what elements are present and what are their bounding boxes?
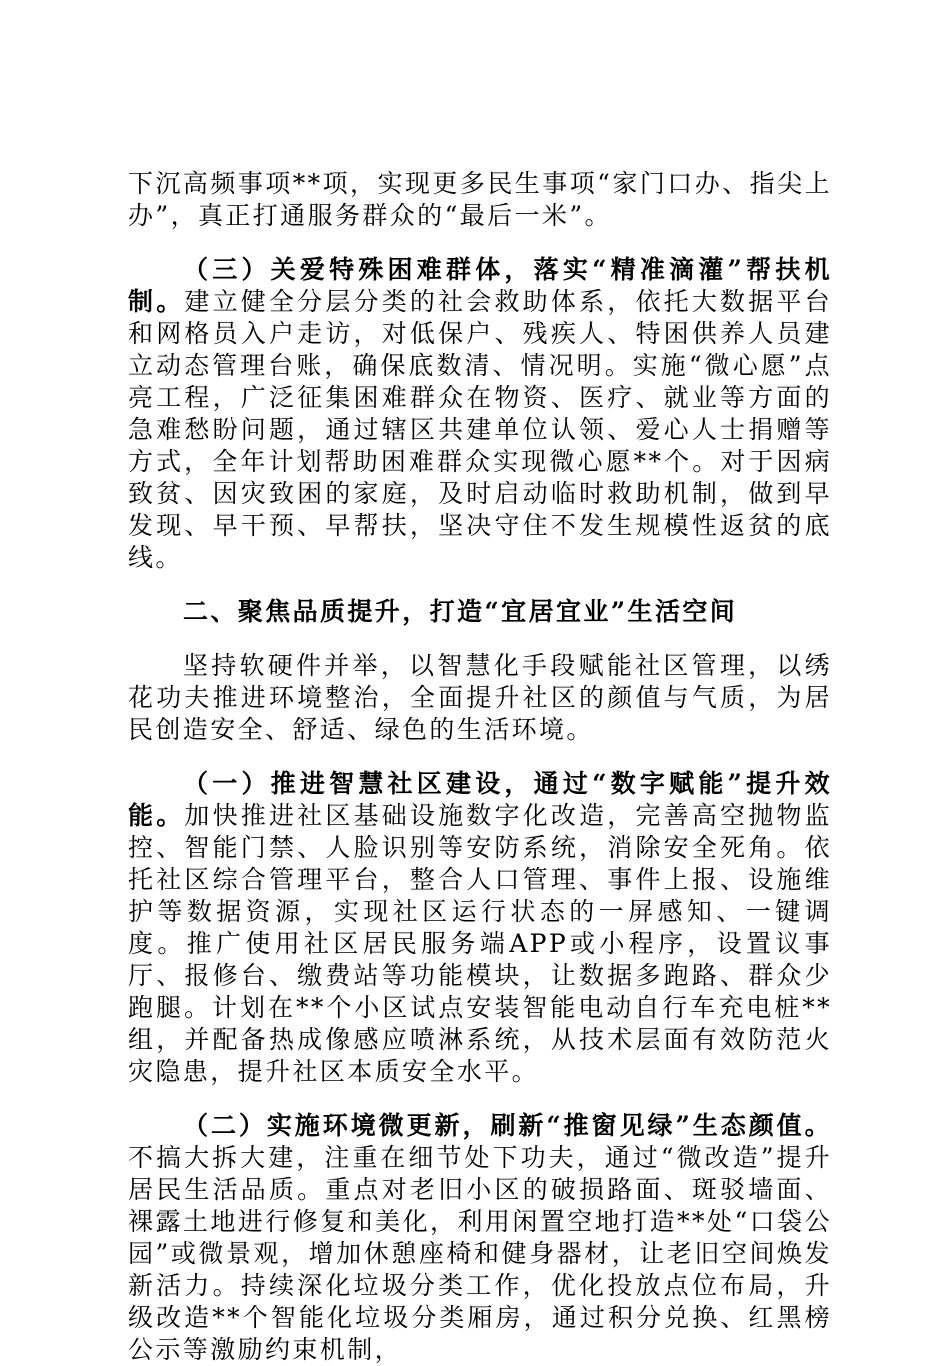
paragraph-environment-renewal xyxy=(128,1110,832,1366)
paragraph-lead-heading: （二）实施环境微更新，刷新“推窗见绿”生态颜值。 xyxy=(183,1111,832,1140)
paragraph-text: 建立健全分层分类的社会救助体系，依托大数据平台和网格员入户走访，对低保户、残疾人、特困供养人员建立动态管理台账，确保底数清、情况明。实施“微心愿”点亮工程，广泛征集困难群众在物资、医疗、就业等方面的急难愁盼问题，通过辖区共建单位认领、爱心人士捐赠等方式，全年计划帮助困难群众实现微心愿**个。对于因病致贫、因灾致困的家庭，及时启动临时救助机制，做到早发现、早干预、早帮扶，坚决守住不发生规模性返贫的底线。 xyxy=(128,287,832,572)
section-heading-text: 二、聚焦品质提升，打造“宜居宜业”生活空间 xyxy=(183,597,738,626)
paragraph-text: 坚持软硬件并举，以智慧化手段赋能社区管理，以绣花功夫推进环境整治，全面提升社区的颜值与气质，为居民创造安全、舒适、绿色的生活环境。 xyxy=(128,651,832,744)
paragraph-lead-heading: （三）关爱特殊困难群体，落实“精准滴灌”帮扶机制。 xyxy=(128,255,832,316)
paragraph-text: 下沉高频事项**项，实现更多民生事项“家门口办、指尖上办”，真正打通服务群众的“最后一米”。 xyxy=(128,169,832,230)
paragraph-text: 不搞大拆大建，注重在细节处下功夫，通过“微改造”提升居民生活品质。重点对老旧小区的破损路面、斑驳墙面、裸露土地进行修复和美化，利用闲置空地打造**处“口袋公园”或微景观，增加休憩座椅和健身器材，让老旧空间焕发新活力。持续深化垃圾分类工作，优化投放点位布局，升级改造**个智能化垃圾分类厢房，通过积分兑换、红黑榜公示等激励约束机制， xyxy=(128,1143,832,1364)
section-heading xyxy=(128,596,832,628)
paragraph-smart-community xyxy=(128,768,832,1088)
paragraph-section-intro xyxy=(128,650,832,746)
paragraph-care-special-groups xyxy=(128,254,832,574)
paragraph-text: 加快推进社区基础设施数字化改造，完善高空抛物监控、智能门禁、人脸识别等安防系统，消除安全死角。依托社区综合管理平台，整合人口管理、事件上报、设施维护等数据资源，实现社区运行状态的一屏感知、一键调度。推广使用社区居民服务端APP或小程序，设置议事厅、报修台、缴费站等功能模块，让数据多跑路、群众少跑腿。计划在**个小区试点安装智能电动自行车充电桩**组，并配备热成像感应喷淋系统，从技术层面有效防范火灾隐患，提升社区本质安全水平。 xyxy=(128,801,832,1086)
paragraph-lead-heading: （一）推进智慧社区建设，通过“数字赋能”提升效能。 xyxy=(128,769,832,830)
document-body xyxy=(128,168,832,1366)
paragraph-continuation xyxy=(128,168,832,232)
